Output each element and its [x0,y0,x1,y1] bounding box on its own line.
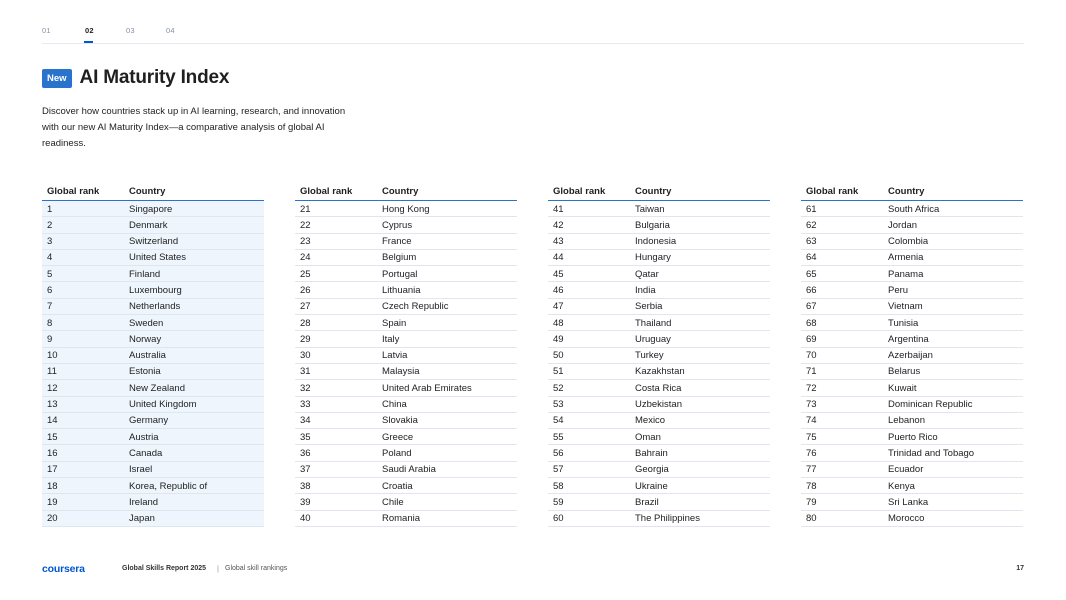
table-row [295,511,517,527]
rank-cell: 14 [47,415,58,427]
table-row [295,380,517,396]
country-cell: Lebanon [888,415,925,427]
rank-cell: 37 [300,464,311,476]
rank-cell: 29 [300,333,311,345]
column-header-country: Country [635,186,672,197]
table-row [801,364,1023,380]
country-cell: Switzerland [129,236,179,248]
table-row [801,445,1023,461]
table-row [42,445,264,461]
country-cell: India [635,284,656,296]
country-cell: Saudi Arabia [382,464,436,476]
rank-cell: 30 [300,350,311,362]
page-description: Discover how countries stack up in AI learning, research, and innovation with our new AI Maturity Index—a comparative analysis of global AI readiness. [42,106,346,149]
country-cell: Norway [129,333,162,345]
country-cell: Indonesia [635,236,677,248]
country-cell: Armenia [888,252,924,264]
table-header [801,185,1023,201]
country-cell: Chile [382,496,404,508]
rank-cell: 10 [47,350,58,362]
country-cell: Belarus [888,366,921,378]
table-row [42,315,264,331]
table-row [801,201,1023,217]
table-row [801,397,1023,413]
rank-cell: 80 [806,513,817,525]
rank-cell: 20 [47,513,58,525]
country-cell: Croatia [382,480,413,492]
rank-cell: 1 [47,203,53,215]
table-row [548,331,770,347]
active-tab-indicator [84,41,93,43]
country-cell: Singapore [129,203,173,215]
table-row [42,380,264,396]
table-row [295,217,517,233]
page-number: 17 [1016,565,1024,572]
rank-cell: 46 [553,284,564,296]
rank-cell: 66 [806,284,817,296]
rank-cell: 59 [553,496,564,508]
tab-03[interactable]: 03 [126,26,135,35]
page-title: AI Maturity Index [79,67,230,88]
table-row [801,234,1023,250]
table-row [42,462,264,478]
table-row [548,348,770,364]
country-cell: Kenya [888,480,915,492]
table-row [801,331,1023,347]
tab-04[interactable]: 04 [166,26,175,35]
table-row [548,234,770,250]
country-cell: China [382,399,407,411]
table-row [548,445,770,461]
rank-cell: 43 [553,236,564,248]
table-row [801,494,1023,510]
table-row [548,201,770,217]
rank-cell: 18 [47,480,58,492]
country-cell: Ecuador [888,464,924,476]
country-cell: The Philippines [635,513,700,525]
ranking-table-2 [295,185,517,527]
rank-cell: 9 [47,333,53,345]
rank-cell: 45 [553,268,564,280]
rank-cell: 15 [47,431,58,443]
country-cell: Kuwait [888,382,917,394]
report-name: Global Skills Report 2025 [122,565,207,572]
column-header-rank: Global rank [553,186,606,197]
rank-cell: 77 [806,464,817,476]
rank-cell: 36 [300,447,311,459]
table-row [42,282,264,298]
table-row [295,348,517,364]
country-cell: Slovakia [382,415,418,427]
country-cell: Greece [382,431,414,443]
table-row [295,331,517,347]
table-row [548,462,770,478]
column-header-country: Country [129,186,166,197]
country-cell: Poland [382,447,412,459]
rank-cell: 65 [806,268,817,280]
table-row [42,266,264,282]
country-cell: Israel [129,464,153,476]
rank-cell: 24 [300,252,311,264]
country-cell: Taiwan [635,203,665,215]
country-cell: Peru [888,284,909,296]
rank-cell: 41 [553,203,564,215]
country-cell: Mexico [635,415,666,427]
country-cell: Azerbaijan [888,350,933,362]
country-cell: Sweden [129,317,164,329]
rank-cell: 17 [47,464,58,476]
table-row [42,429,264,445]
country-cell: Kazakhstan [635,366,685,378]
column-header-country: Country [382,186,419,197]
rank-cell: 56 [553,447,564,459]
country-cell: Ukraine [635,480,668,492]
country-cell: Hong Kong [382,203,430,215]
country-cell: Belgium [382,252,417,264]
rank-cell: 22 [300,219,311,231]
rank-cell: 2 [47,219,53,231]
table-row [42,201,264,217]
rank-cell: 7 [47,301,53,313]
table-row [42,234,264,250]
table-row [42,348,264,364]
rank-cell: 75 [806,431,817,443]
table-row [295,201,517,217]
rank-cell: 4 [47,252,53,264]
rank-cell: 31 [300,366,311,378]
rank-cell: 62 [806,219,817,231]
country-cell: Korea, Republic of [129,480,208,492]
rank-cell: 3 [47,236,53,248]
country-cell: Puerto Rico [888,431,938,443]
rank-cell: 61 [806,203,817,215]
rank-cell: 34 [300,415,311,427]
rank-cell: 63 [806,236,817,248]
table-row [42,494,264,510]
column-header-country: Country [888,186,925,197]
country-cell: Malaysia [382,366,420,378]
table-row [295,429,517,445]
rank-cell: 26 [300,284,311,296]
country-cell: France [382,236,412,248]
country-cell: Colombia [888,236,929,248]
rank-cell: 19 [47,496,58,508]
country-cell: Vietnam [888,301,923,313]
rank-cell: 44 [553,252,564,264]
rank-cell: 55 [553,431,564,443]
rank-cell: 47 [553,301,564,313]
country-cell: Sri Lanka [888,496,929,508]
column-header-rank: Global rank [806,186,859,197]
country-cell: Lithuania [382,284,421,296]
country-cell: Panama [888,268,924,280]
rank-cell: 39 [300,496,311,508]
table-row [295,413,517,429]
rank-cell: 8 [47,317,53,329]
country-cell: Spain [382,317,407,329]
ranking-table-1 [42,185,264,527]
table-row [42,397,264,413]
table-row [548,380,770,396]
title-row [42,66,229,90]
rank-cell: 69 [806,333,817,345]
table-row [548,494,770,510]
country-cell: Tunisia [888,317,919,329]
rank-cell: 16 [47,447,58,459]
table-row [801,478,1023,494]
table-row [801,511,1023,527]
table-row [801,217,1023,233]
tab-01[interactable]: 01 [42,26,51,35]
country-cell: Germany [129,415,169,427]
rank-cell: 27 [300,301,311,313]
country-cell: Turkey [635,350,664,362]
table-row [295,445,517,461]
table-row [801,299,1023,315]
ranking-table-4 [801,185,1023,527]
country-cell: Finland [129,268,161,280]
country-cell: Uruguay [635,333,671,345]
country-cell: United Arab Emirates [382,382,472,394]
rank-cell: 52 [553,382,564,394]
table-header [42,185,264,201]
table-row [295,462,517,478]
country-cell: Oman [635,431,661,443]
table-header [295,185,517,201]
country-cell: Qatar [635,268,659,280]
section-name: Global skill rankings [225,565,288,572]
rank-cell: 76 [806,447,817,459]
rank-cell: 48 [553,317,564,329]
table-row [42,299,264,315]
table-row [295,478,517,494]
country-cell: Luxembourg [129,284,182,296]
table-row [548,429,770,445]
country-cell: Brazil [635,496,659,508]
country-cell: Denmark [129,219,168,231]
table-row [42,217,264,233]
table-row [42,478,264,494]
rank-cell: 25 [300,268,311,280]
rank-cell: 73 [806,399,817,411]
rank-cell: 12 [47,382,58,394]
table-row [42,364,264,380]
table-row [801,315,1023,331]
rank-cell: 50 [553,350,564,362]
country-cell: Bulgaria [635,219,670,231]
table-row [295,266,517,282]
table-row [295,494,517,510]
rank-cell: 57 [553,464,564,476]
table-row [801,282,1023,298]
table-row [42,331,264,347]
rank-cell: 5 [47,268,53,280]
country-cell: New Zealand [129,382,185,394]
rank-cell: 71 [806,366,817,378]
country-cell: Australia [129,350,166,362]
country-cell: Trinidad and Tobago [888,447,975,459]
country-cell: Netherlands [129,301,181,313]
country-cell: Costa Rica [635,382,682,394]
table-row [548,511,770,527]
table-row [801,250,1023,266]
country-cell: Dominican Republic [888,399,973,411]
country-cell: Georgia [635,464,669,476]
country-cell: Czech Republic [382,301,449,313]
new-badge: New [42,69,72,88]
table-row [548,266,770,282]
coursera-logo[interactable]: coursera [42,563,85,575]
rank-cell: 32 [300,382,311,394]
country-cell: Italy [382,333,400,345]
column-header-rank: Global rank [47,186,100,197]
column-header-rank: Global rank [300,186,353,197]
country-cell: Ireland [129,496,159,508]
table-row [801,380,1023,396]
table-row [42,250,264,266]
table-row [548,364,770,380]
country-cell: South Africa [888,203,940,215]
table-row [548,413,770,429]
table-row [295,299,517,315]
table-row [42,413,264,429]
rank-cell: 21 [300,203,311,215]
rank-cell: 40 [300,513,311,525]
country-cell: Portugal [382,268,418,280]
rank-cell: 74 [806,415,817,427]
section-tabs [42,24,1024,44]
rank-cell: 35 [300,431,311,443]
rank-cell: 53 [553,399,564,411]
table-row [548,250,770,266]
table-row [548,299,770,315]
rank-cell: 33 [300,399,311,411]
country-cell: Austria [129,431,159,443]
table-header [548,185,770,201]
rank-cell: 78 [806,480,817,492]
rank-cell: 58 [553,480,564,492]
table-row [801,462,1023,478]
table-row [801,429,1023,445]
country-cell: Cyprus [382,219,413,231]
country-cell: Hungary [635,252,671,264]
country-cell: Japan [129,513,155,525]
rank-cell: 28 [300,317,311,329]
rank-cell: 38 [300,480,311,492]
country-cell: Jordan [888,219,918,231]
country-cell: Bahrain [635,447,668,459]
country-cell: Thailand [635,317,672,329]
table-row [42,511,264,527]
rank-cell: 64 [806,252,817,264]
rank-cell: 11 [47,366,57,378]
table-row [295,315,517,331]
rank-cell: 70 [806,350,817,362]
ranking-table-3 [548,185,770,527]
table-row [295,397,517,413]
rank-cell: 49 [553,333,564,345]
table-row [548,397,770,413]
table-row [295,250,517,266]
table-row [801,266,1023,282]
rank-cell: 60 [553,513,564,525]
footer-separator: | [217,564,219,573]
table-row [548,315,770,331]
rank-cell: 13 [47,399,58,411]
country-cell: Morocco [888,513,925,525]
table-row [548,282,770,298]
country-cell: Romania [382,513,421,525]
rank-cell: 51 [553,366,564,378]
country-cell: Canada [129,447,163,459]
rank-cell: 79 [806,496,817,508]
rank-cell: 72 [806,382,817,394]
country-cell: Argentina [888,333,929,345]
table-row [548,217,770,233]
country-cell: United Kingdom [129,399,197,411]
country-cell: Estonia [129,366,161,378]
table-row [295,234,517,250]
rank-cell: 68 [806,317,817,329]
rank-cell: 6 [47,284,53,296]
rank-cell: 23 [300,236,311,248]
rank-cell: 67 [806,301,817,313]
table-row [801,413,1023,429]
table-row [295,364,517,380]
tab-02-label: 02 [85,26,94,35]
table-row [548,478,770,494]
country-cell: Serbia [635,301,663,313]
table-row [295,282,517,298]
tab-02[interactable] [85,26,94,35]
footer [42,563,1024,577]
table-row [801,348,1023,364]
country-cell: Latvia [382,350,408,362]
rank-cell: 42 [553,219,564,231]
country-cell: United States [129,252,187,264]
country-cell: Uzbekistan [635,399,682,411]
rank-cell: 54 [553,415,564,427]
